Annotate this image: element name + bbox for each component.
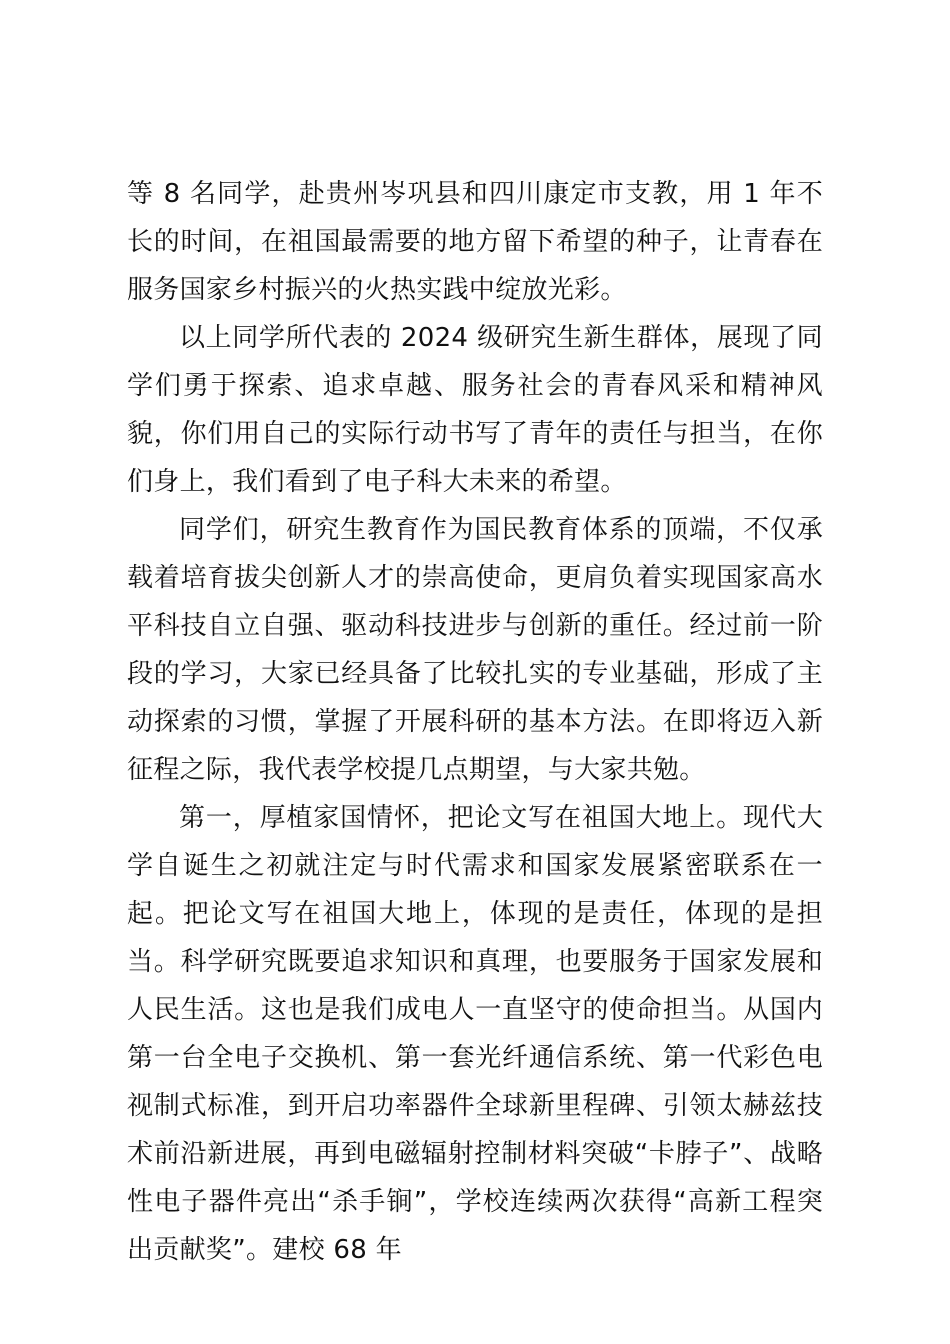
paragraph-2: 以上同学所代表的 2024 级研究生新生群体，展现了同学们勇于探索、追求卓越、服务社会的青春风采和精神风貌，你们用自己的实际行动书写了青年的责任与担当，在你们身上，我们看到了电子科大未来的希望。 xyxy=(127,323,823,497)
paragraph-4: 第一，厚植家国情怀，把论文写在祖国大地上。现代大学自诞生之初就注定与时代需求和国家发展紧密联系在一起。把论文写在祖国大地上，体现的是责任，体现的是担当。科学研究既要追求知识和真理，也要服务于国家发展和人民生活。这也是我们成电人一直坚守的使命担当。从国内第一台全电子交换机、第一套光纤通信系统、第一代彩色电视制式标准，到开启功率器件全球新里程碑、引领太赫兹技术前沿新进展，再到电磁辐射控制材料突破“卡脖子”、战略性电子器件亮出“杀手锏”，学校连续两次获得“高新工程突出贡献奖”。建校 68 年 xyxy=(127,803,823,1265)
document-body xyxy=(127,170,823,1274)
paragraph-3: 同学们，研究生教育作为国民教育体系的顶端，不仅承载着培育拔尖创新人才的崇高使命，更肩负着实现国家高水平科技自立自强、驱动科技进步与创新的重任。经过前一阶段的学习，大家已经具备了比较扎实的专业基础，形成了主动探索的习惯，掌握了开展科研的基本方法。在即将迈入新征程之际，我代表学校提几点期望，与大家共勉。 xyxy=(127,515,823,785)
paragraph-1: 等 8 名同学，赴贵州岑巩县和四川康定市支教，用 1 年不长的时间，在祖国最需要的地方留下希望的种子，让青春在服务国家乡村振兴的火热实践中绽放光彩。 xyxy=(127,179,823,305)
